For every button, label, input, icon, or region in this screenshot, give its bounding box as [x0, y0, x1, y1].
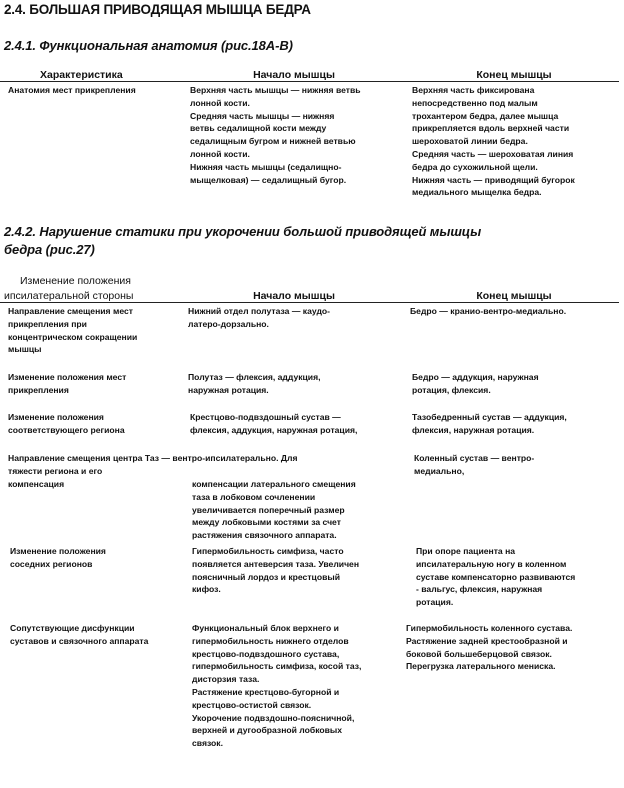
section2-heading-cont: бедра (рис.27) [4, 242, 95, 257]
section1-header-rule [0, 81, 619, 82]
row3-change: Изменение положения соответствующего региона [8, 412, 125, 435]
section1-col-characteristic: Характеристика [36, 69, 214, 81]
section2-col-origin: Начало мышцы [240, 290, 348, 302]
row4-insertion: Коленный сустав — вентро- медиально, [414, 453, 535, 476]
section1-table-header [0, 69, 624, 83]
section2-heading: 2.4.2. Нарушение статики при укорочении большой приводящей мышцы [4, 224, 482, 239]
section1-col-insertion: Конец мышцы [466, 69, 562, 81]
section2-col-insertion: Конец мышцы [466, 290, 562, 302]
row2-origin: Полутаз — флексия, аддукция, наружная ротация. [188, 372, 321, 395]
row6-change: Сопутствующие дисфункции суставов и связочного аппарата [10, 623, 149, 646]
row6-origin: Функциональный блок верхнего и гипермобильность нижнего отделов крестцово-подвздошного сустава, гипермобильность симфиза, косой таз, дисторзия таза. Растяжение крестцово-бугорной и крестцово-остистой связок. Укорочение подвздошно-поясничной, верхней и дугообразной лобковых связок. [192, 623, 362, 749]
section2-header-rule [0, 302, 619, 303]
section1-heading: 2.4.1. Функциональная анатомия (рис.18А-В) [4, 38, 293, 53]
section1-characteristic: Анатомия мест прикрепления [8, 85, 136, 95]
row2-change: Изменение положения мест прикрепления [8, 372, 127, 395]
section1-insertion: Верхняя часть фиксирована непосредственно под малым трохантером бедра, далее мышца прикрепляется вдоль верхней части шероховатой линии бедра. Средняя часть — шероховатая линия бедра до сухожильной щели. Нижняя часть — приводящий бугорок медиального мыщелка бедра. [412, 85, 575, 198]
row1-origin: Нижний отдел полутаза — каудо- латеро-дорзально. [188, 306, 331, 329]
row3-insertion: Тазобедренный сустав — аддукция, флексия, наружная ротация. [412, 412, 567, 435]
row1-insertion: Бедро — краниo-вентро-медиально. [410, 306, 567, 316]
row5-change: Изменение положения соседних регионов [10, 546, 106, 569]
row4-change: Направление смещения центра Таз — вентро-ипсилатерально. Для тяжести региона и его компенсация [8, 453, 298, 489]
row2-insertion: Бедро — аддукция, наружная ротация, флексия. [412, 372, 539, 395]
row5-origin: Гипермобильность симфиза, часто появляется антеверсия таза. Увеличен поясничный лордоз и крестцовый кифоз. [192, 546, 360, 595]
page-title: 2.4. БОЛЬШАЯ ПРИВОДЯЩАЯ МЫШЦА БЕДРА [4, 2, 311, 17]
row3-origin: Крестцово-подвздошный сустав — флексия, аддукция, наружная ротация, [190, 412, 358, 435]
row4-origin: компенсации латерального смещения таза в лобковом сочленении увеличивается поперечный размер между лобковыми костями за счет растяжения связочного аппарата. [192, 479, 356, 541]
row5-insertion: При опоре пациента на ипсилатеральную ногу в коленном суставе компенсаторно развиваются - вальгус, флексия, наружная ротация. [416, 546, 576, 608]
section2-table-header [0, 290, 624, 304]
section1-col-origin: Начало мышцы [240, 69, 348, 81]
section2-col-change-line1: Изменение положения [20, 275, 131, 287]
row1-change: Направление смещения мест прикрепления при концентрическом сокращении мышцы [8, 306, 138, 355]
row6-insertion: Гипермобильность коленного сустава. Растяжение задней крестообразной и боковой большеберцовой связок. Перегрузка латерального мениска. [406, 623, 573, 672]
section2-col-change: ипсилатеральной стороны [4, 290, 166, 302]
section1-origin: Верхняя часть мышцы — нижняя ветвь лонной кости. Средняя часть мышцы — нижняя ветвь седалищной кости между седалищным бугром и нижней ветвью лонной кости. Нижняя часть мышцы (седалищно- мыщелковая) — седалищный бугор. [190, 85, 361, 185]
